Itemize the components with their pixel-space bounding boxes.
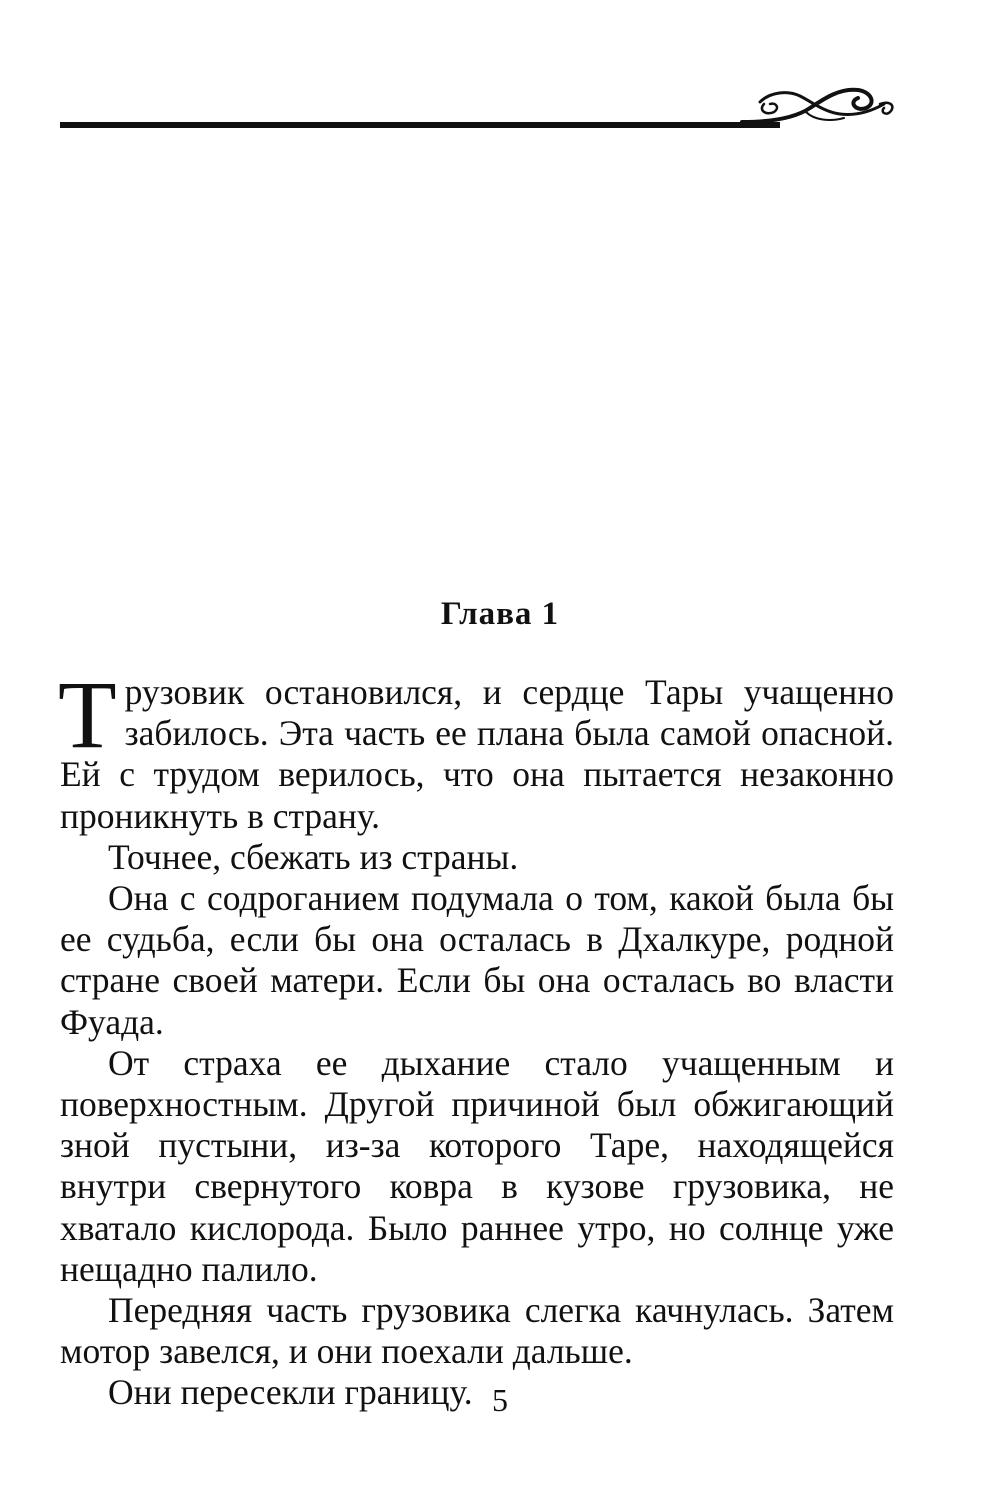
paragraph-text: рузовик остановился, и сердце Тары учащенно забилось. Эта часть ее плана была самой опасной. Ей с трудом верилось, что она пытается незаконно проникнуть в страну. [60,672,894,836]
flourish-ornament-icon [740,74,900,130]
page-number: 5 [492,1382,508,1418]
paragraph: От страха ее дыхание стало учащенным и поверхностным. Другой причиной был обжигающий зной пустыни, из-за которого Таре, находящейся внутри свернутого ковра в кузове грузовика, не хватало кислорода. Было раннее утро, но солнце уже нещадно палило. [60,1042,894,1289]
chapter-title: Глава 1 [440,596,560,632]
paragraph [58,661,894,837]
paragraph: Передняя часть грузовика слегка качнулась. Затем мотор завелся, и они поехали дальше. [60,1290,894,1372]
paragraph: Они пересекли границу. [108,1372,473,1413]
paragraph: Точнее, сбежать из страны. [108,836,519,877]
drop-cap: Т [58,661,117,768]
chapter-body [58,661,894,1414]
paragraph: Она с содроганием подумала о том, какой была бы ее судьба, если бы она осталась в Дхалкуре, родной стране своей матери. Если бы она осталась во власти Фуада. [60,878,894,1042]
header-rule [60,122,780,128]
